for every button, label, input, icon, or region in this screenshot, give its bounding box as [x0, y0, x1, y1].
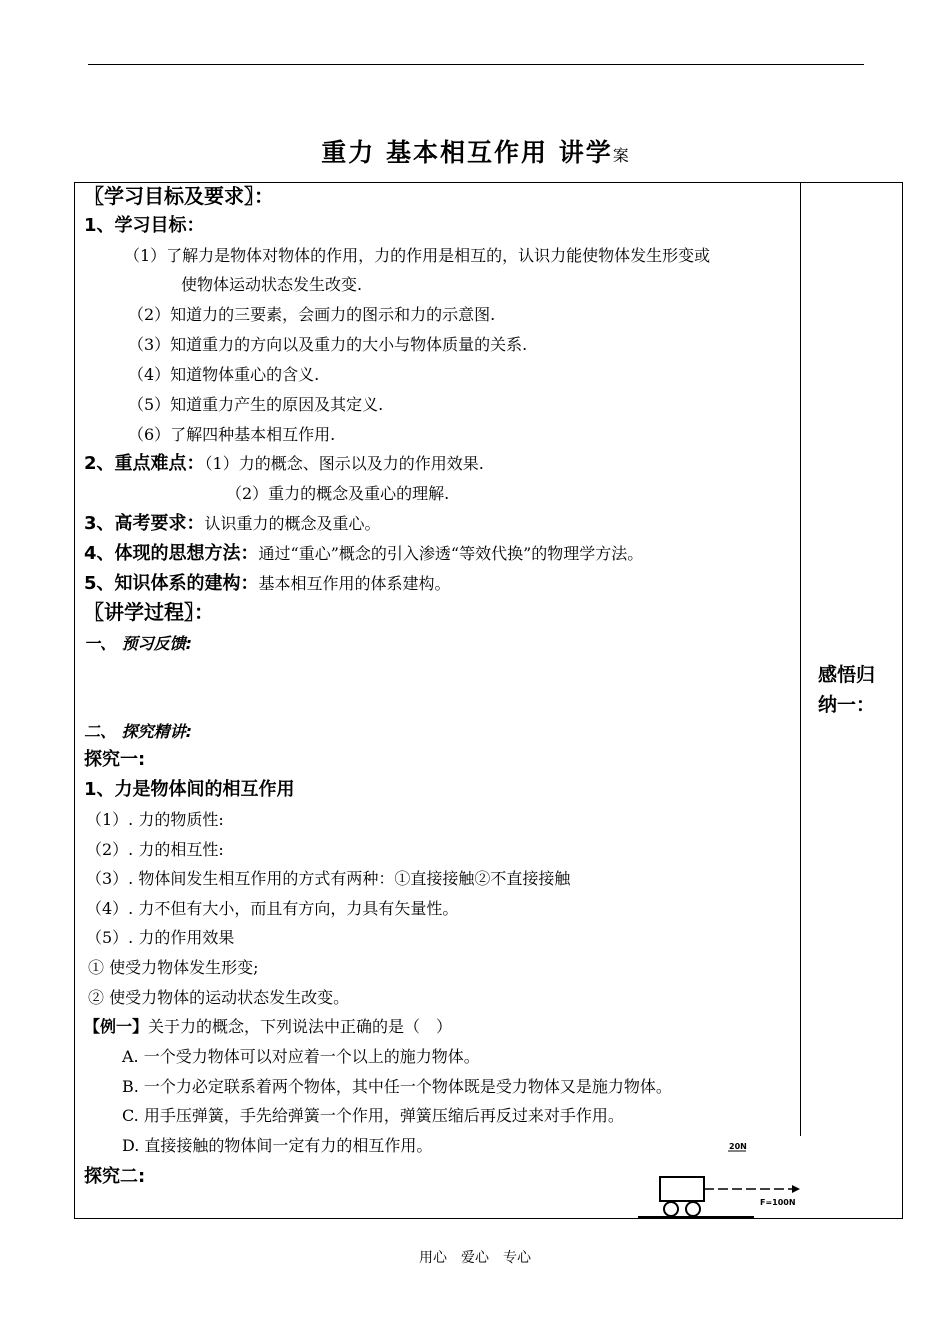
side-note: [818, 660, 896, 720]
cart-force-diagram: [632, 1135, 802, 1221]
key-2: （2）重力的概念及重心的理解.: [226, 484, 450, 503]
system: [84, 573, 451, 595]
key-1: （1）力的概念、图示以及力的作用效果.: [204, 454, 484, 473]
side-note-line-1: 感悟归: [818, 664, 876, 686]
cart-body: [660, 1177, 704, 1201]
explore-heading: 二、 探究精讲:: [84, 722, 192, 741]
point-3: （3）. 物体间发生相互作用的方式有两种：①直接接触②不直接接触: [86, 869, 571, 888]
explore-1-heading: 探究一:: [84, 749, 146, 770]
topic-1-heading: 1、力是物体间的相互作用: [84, 779, 295, 800]
method: [84, 543, 643, 565]
method-text: 通过“重心”概念的引入渗透“等效代换”的物理学方法。: [258, 544, 644, 563]
page-title: [0, 133, 950, 169]
header-rule: [88, 64, 864, 65]
point-1: （1）. 力的物质性:: [86, 810, 224, 829]
exam-text: 认识重力的概念及重心。: [204, 514, 381, 533]
effect-2: ② 使受力物体的运动状态发生改变。: [88, 988, 350, 1007]
example-1: [84, 1016, 452, 1038]
goal-3: （3）知道重力的方向以及重力的大小与物体质量的关系.: [128, 335, 528, 354]
system-text: 基本相互作用的体系建构。: [258, 574, 451, 593]
column-divider: [800, 182, 801, 1136]
goal-1a: （1）了解力是物体对物体的作用，力的作用是相互的，认识力能使物体发生形变或: [124, 246, 711, 265]
goal-1b: 使物体运动状态发生改变.: [181, 275, 363, 294]
goals-label: 1、学习目标：: [84, 215, 205, 236]
cart-wheel-left: [664, 1202, 678, 1216]
option-c: C. 用手压弹簧，手先给弹簧一个作用，弹簧压缩后再反过来对手作用。: [122, 1106, 624, 1125]
process-heading: 〖讲学过程〗：: [84, 600, 214, 624]
key-points: [84, 453, 484, 475]
goal-6: （6）了解四种基本相互作用.: [128, 425, 336, 444]
key-label: 2、重点难点：: [84, 453, 205, 474]
option-b: B. 一个力必定联系着两个物体，其中任一个物体既是受力物体又是施力物体。: [122, 1077, 672, 1096]
force-label: F=100N: [760, 1198, 796, 1207]
objectives-heading: 〖学习目标及要求〗：: [84, 184, 274, 208]
method-label: 4、体现的思想方法：: [84, 543, 259, 564]
effect-1: ① 使受力物体发生形变;: [88, 958, 259, 977]
title-main: 重力 基本相互作用 讲学: [321, 138, 613, 167]
page-footer: 用心 爱心 专心: [419, 1250, 531, 1266]
option-d: D. 直接接触的物体间一定有力的相互作用。: [122, 1136, 433, 1155]
goal-5: （5）知道重力产生的原因及其定义.: [128, 395, 384, 414]
scale-label: 20N: [729, 1142, 747, 1151]
cart-wheel-right: [686, 1202, 700, 1216]
force-arrow-head: [792, 1185, 800, 1193]
preview-heading: 一、 预习反馈:: [84, 634, 192, 653]
goal-2: （2）知道力的三要素，会画力的图示和力的示意图.: [128, 305, 496, 324]
example-question: 关于力的概念，下列说法中正确的是（ ）: [148, 1017, 453, 1036]
goal-4: （4）知道物体重心的含义.: [128, 365, 320, 384]
exam-requirement: [84, 513, 381, 535]
point-4: （4）. 力不但有大小，而且有方向，力具有矢量性。: [86, 899, 459, 918]
exam-label: 3、高考要求：: [84, 513, 205, 534]
system-label: 5、知识体系的建构：: [84, 573, 259, 594]
point-5: （5）. 力的作用效果: [86, 928, 235, 947]
point-2: （2）. 力的相互性:: [86, 840, 224, 859]
side-note-line-2: 纳一：: [818, 694, 876, 716]
option-a: A. 一个受力物体可以对应着一个以上的施力物体。: [122, 1047, 480, 1066]
explore-2-heading: 探究二:: [84, 1166, 146, 1187]
example-tag: 【例一】: [84, 1017, 149, 1036]
title-tail: 案: [612, 146, 629, 165]
